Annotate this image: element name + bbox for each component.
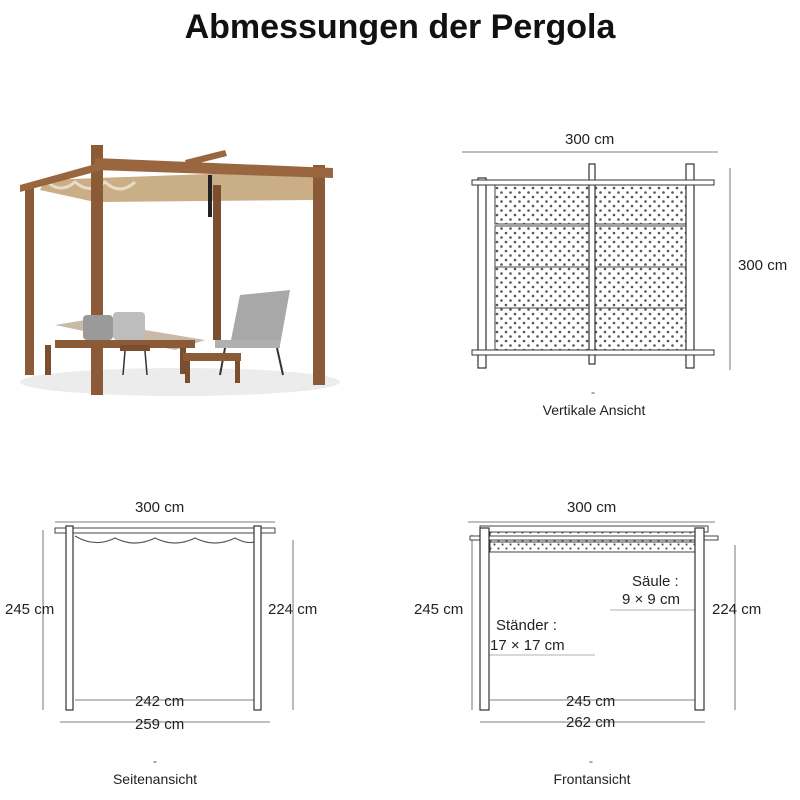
front-right-height-label: 224 cm	[712, 601, 762, 618]
side-dash: -	[153, 754, 157, 768]
front-top-width-label: 300 cm	[567, 499, 617, 516]
side-top-width-label: 300 cm	[135, 499, 185, 516]
staender-label: Ständer :	[496, 617, 557, 634]
vertical-view-caption: Vertikale Ansicht	[542, 402, 646, 418]
front-outer-width-label: 262 cm	[566, 714, 616, 731]
page-title: Abmessungen der Pergola	[184, 8, 616, 46]
side-outer-width-label: 259 cm	[135, 716, 185, 733]
vertical-width-label: 300 cm	[565, 131, 615, 148]
pergola-illustration	[15, 140, 345, 400]
vertical-depth-label: 300 cm	[738, 257, 788, 274]
saeule-size-label: 9 × 9 cm	[622, 591, 680, 608]
front-dash: -	[589, 754, 593, 768]
staender-size-label: 17 × 17 cm	[490, 637, 565, 654]
saeule-label: Säule :	[632, 573, 679, 590]
front-left-height-label: 245 cm	[414, 601, 464, 618]
side-view-caption: Seitenansicht	[112, 771, 198, 787]
side-right-height-label: 224 cm	[268, 601, 318, 618]
vertical-dash: -	[591, 385, 595, 399]
front-inner-width-label: 245 cm	[566, 693, 616, 710]
side-left-height-label: 245 cm	[5, 601, 55, 618]
side-inner-width-label: 242 cm	[135, 693, 185, 710]
front-view-caption: Frontansicht	[553, 771, 631, 787]
